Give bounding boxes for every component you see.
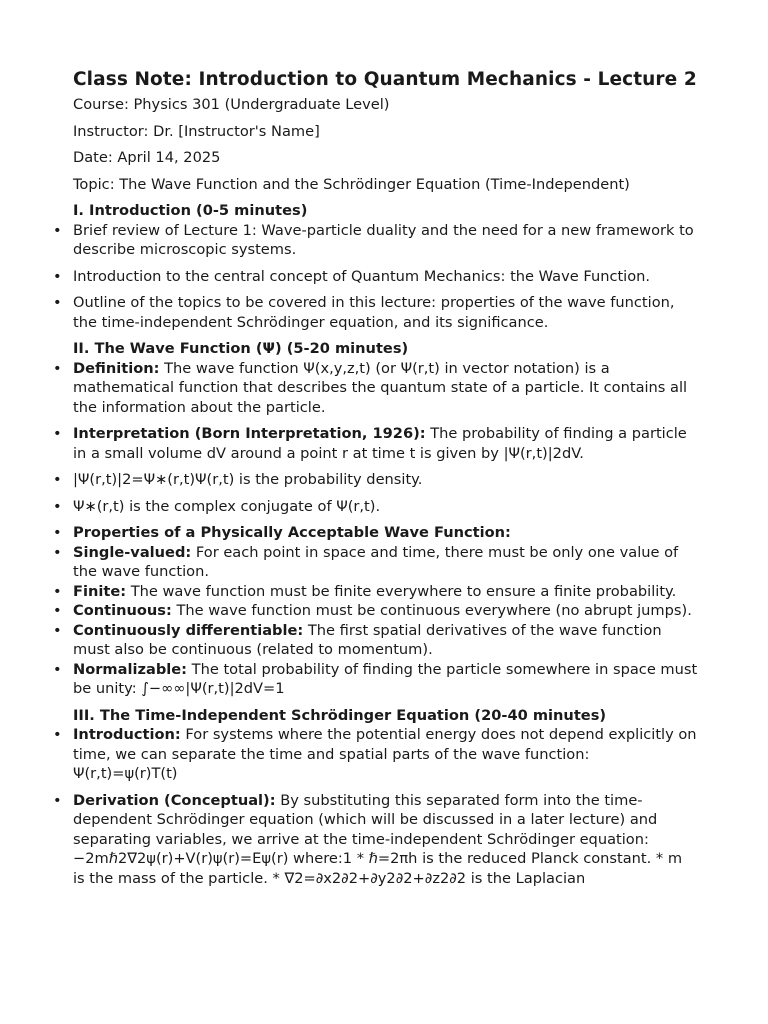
bullet-icon: • bbox=[53, 425, 62, 442]
list-item bbox=[53, 267, 698, 287]
list-item-text: Outline of the topics to be covered in this lecture: properties of the wave function, the time-independent Schrödinger equation, and its significance. bbox=[73, 294, 675, 331]
derivation-text: By substituting this separated form into the time-dependent Schrödinger equation (which will be discussed in a later lecture) and separating variables, we arrive at the time-independent Schrödinger equation: −2mℏ2∇2ψ(r)+V(r)ψ(r)=Eψ(r) where:1 * ℏ=2πh is the reduced Planck constant. * m is the mass of the particle. * ∇2=∂x2∂2+∂y2∂2+∂z2∂2 is the Laplacian bbox=[73, 791, 683, 887]
property-text: The wave function must be finite everywhere to ensure a finite probability. bbox=[126, 582, 677, 600]
list-item-properties-heading bbox=[53, 523, 698, 543]
instructor-line: Instructor: Dr. [Instructor's Name] bbox=[73, 122, 320, 140]
bullet-icon: • bbox=[53, 359, 62, 377]
list-item-property bbox=[53, 621, 698, 660]
bullet-icon: • bbox=[53, 582, 62, 600]
section-2-list bbox=[53, 359, 698, 699]
property-text: The wave function must be continuous everywhere (no abrupt jumps). bbox=[171, 602, 692, 619]
bullet-icon: • bbox=[53, 524, 62, 541]
list-item-property bbox=[53, 660, 698, 699]
list-item-text: Brief review of Lecture 1: Wave-particle duality and the need for a new framework to describe microscopic systems. bbox=[73, 221, 694, 258]
list-item-introduction bbox=[53, 725, 698, 784]
property-text: The first spatial derivatives of the wave function must also be continuous (related to momentum). bbox=[73, 621, 662, 658]
bullet-icon: • bbox=[53, 791, 62, 809]
bullet-icon: • bbox=[53, 543, 62, 561]
property-lead: Continuous: bbox=[73, 602, 172, 619]
date-line: Date: April 14, 2025 bbox=[73, 149, 221, 166]
list-item-conjugate bbox=[53, 497, 698, 517]
bullet-icon: • bbox=[53, 602, 62, 619]
derivation-lead: Derivation (Conceptual): bbox=[73, 791, 276, 809]
list-item-property bbox=[53, 582, 698, 602]
property-lead: Continuously differentiable: bbox=[73, 621, 304, 639]
bullet-icon: • bbox=[53, 621, 62, 639]
section-3-heading: III. The Time-Independent Schrödinger Equation (20-40 minutes) bbox=[73, 706, 607, 724]
list-item bbox=[53, 221, 698, 260]
bullet-icon: • bbox=[53, 660, 62, 678]
density-text: |Ψ(r,t)|2=Ψ∗(r,t)Ψ(r,t) is the probability density. bbox=[73, 471, 423, 488]
conjugate-text: Ψ∗(r,t) is the complex conjugate of Ψ(r,t). bbox=[73, 497, 381, 515]
property-text: For each point in space and time, there must be only one value of the wave function. bbox=[73, 543, 679, 580]
definition-text: The wave function Ψ(x,y,z,t) (or Ψ(r,t) in vector notation) is a mathematical function that describes the quantum state of a particle. It contains all the information about the particle. bbox=[73, 359, 688, 416]
list-item-property bbox=[53, 543, 698, 582]
definition-lead: Definition: bbox=[73, 359, 160, 377]
section-2-heading: II. The Wave Function (Ψ) (5-20 minutes) bbox=[73, 340, 409, 357]
topic-line: Topic: The Wave Function and the Schrödinger Equation (Time-Independent) bbox=[73, 175, 630, 193]
list-item-density bbox=[53, 470, 698, 490]
bullet-icon: • bbox=[53, 267, 62, 285]
property-text: The total probability of finding the particle somewhere in space must be unity: ∫−∞∞|Ψ(r,t)|2dV=1 bbox=[73, 660, 698, 697]
list-item-derivation bbox=[53, 791, 698, 889]
bullet-icon: • bbox=[53, 497, 62, 515]
page-title: Class Note: Introduction to Quantum Mechanics - Lecture 2 bbox=[73, 69, 697, 90]
list-item-interpretation bbox=[53, 424, 698, 463]
list-item bbox=[53, 293, 698, 332]
bullet-icon: • bbox=[53, 471, 62, 488]
property-lead: Normalizable: bbox=[73, 660, 188, 678]
property-lead: Finite: bbox=[73, 582, 127, 600]
bullet-icon: • bbox=[53, 726, 62, 743]
course-line: Course: Physics 301 (Undergraduate Level) bbox=[73, 96, 390, 113]
list-item-definition bbox=[53, 359, 698, 418]
properties-heading: Properties of a Physically Acceptable Wave Function: bbox=[73, 524, 511, 541]
bullet-icon: • bbox=[53, 221, 62, 239]
introduction-lead: Introduction: bbox=[73, 726, 181, 743]
property-lead: Single-valued: bbox=[73, 543, 192, 561]
interpretation-lead: Interpretation (Born Interpretation, 1926): bbox=[73, 425, 426, 442]
section-3-list bbox=[53, 725, 698, 888]
list-item-text: Introduction to the central concept of Quantum Mechanics: the Wave Function. bbox=[73, 267, 651, 285]
interpretation-text: The probability of finding a particle in a small volume dV around a point r at time t is given by |Ψ(r,t)|2dV. bbox=[73, 425, 687, 462]
section-1-list bbox=[53, 221, 698, 333]
section-1-heading: I. Introduction (0-5 minutes) bbox=[73, 202, 308, 219]
bullet-icon: • bbox=[53, 294, 62, 311]
introduction-text: For systems where the potential energy does not depend explicitly on time, we can separate the time and spatial parts of the wave function: Ψ(r,t)=ψ(r)T(t) bbox=[73, 726, 697, 782]
list-item-property bbox=[53, 601, 698, 621]
